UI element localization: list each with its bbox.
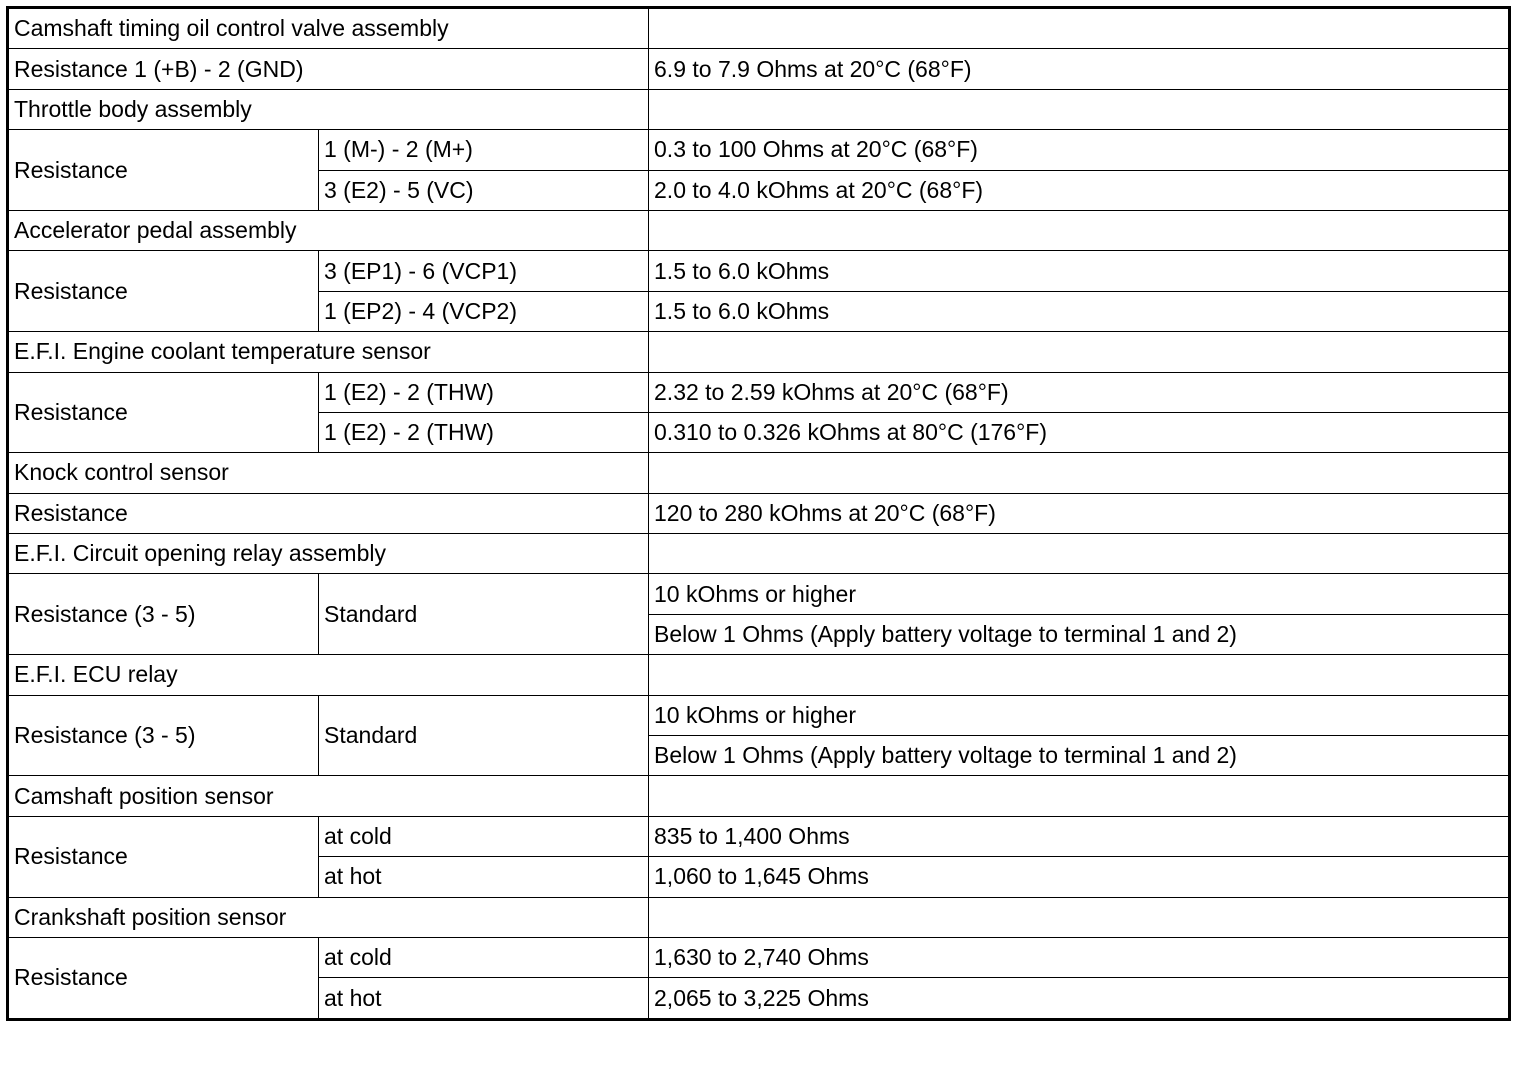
- parameter-label: Resistance 1 (+B) - 2 (GND): [8, 49, 649, 89]
- section-title: E.F.I. Circuit opening relay assembly: [8, 534, 649, 574]
- table-row: [8, 695, 1510, 735]
- section-row: [8, 534, 1510, 574]
- empty-cell: [649, 655, 1510, 695]
- empty-cell: [649, 8, 1510, 49]
- section-row: [8, 655, 1510, 695]
- empty-cell: [649, 534, 1510, 574]
- empty-cell: [649, 210, 1510, 250]
- terminal-cell: 1 (E2) - 2 (THW): [319, 372, 649, 412]
- section-row: [8, 210, 1510, 250]
- spec-value: 2,065 to 3,225 Ohms: [649, 978, 1510, 1019]
- table-row: [8, 493, 1510, 533]
- condition-cell: at hot: [319, 857, 649, 897]
- section-title: Camshaft timing oil control valve assembly: [8, 8, 649, 49]
- spec-value: Below 1 Ohms (Apply battery voltage to terminal 1 and 2): [649, 614, 1510, 654]
- table-row: [8, 574, 1510, 614]
- section-title: E.F.I. ECU relay: [8, 655, 649, 695]
- table-row: [8, 49, 1510, 89]
- spec-value: 0.3 to 100 Ohms at 20°C (68°F): [649, 130, 1510, 170]
- section-row: [8, 453, 1510, 493]
- parameter-label: Resistance (3 - 5): [8, 695, 319, 776]
- empty-cell: [649, 89, 1510, 129]
- spec-table: [6, 6, 1511, 1021]
- section-row: [8, 89, 1510, 129]
- parameter-label: Resistance: [8, 372, 319, 453]
- terminal-cell: 3 (E2) - 5 (VC): [319, 170, 649, 210]
- empty-cell: [649, 897, 1510, 937]
- condition-cell: Standard: [319, 574, 649, 655]
- spec-value: 1.5 to 6.0 kOhms: [649, 251, 1510, 291]
- section-row: [8, 776, 1510, 816]
- empty-cell: [649, 453, 1510, 493]
- parameter-label: Resistance: [8, 251, 319, 332]
- section-title: Crankshaft position sensor: [8, 897, 649, 937]
- parameter-label: Resistance: [8, 937, 319, 1019]
- spec-value: 835 to 1,400 Ohms: [649, 816, 1510, 856]
- empty-cell: [649, 332, 1510, 372]
- empty-cell: [649, 776, 1510, 816]
- section-row: [8, 8, 1510, 49]
- section-title: Accelerator pedal assembly: [8, 210, 649, 250]
- table-row: [8, 937, 1510, 977]
- terminal-cell: 3 (EP1) - 6 (VCP1): [319, 251, 649, 291]
- spec-value: 10 kOhms or higher: [649, 574, 1510, 614]
- condition-cell: Standard: [319, 695, 649, 776]
- section-row: [8, 332, 1510, 372]
- spec-value: 1.5 to 6.0 kOhms: [649, 291, 1510, 331]
- spec-value: 2.0 to 4.0 kOhms at 20°C (68°F): [649, 170, 1510, 210]
- spec-value: 10 kOhms or higher: [649, 695, 1510, 735]
- spec-value: 1,630 to 2,740 Ohms: [649, 937, 1510, 977]
- condition-cell: at hot: [319, 978, 649, 1019]
- condition-cell: at cold: [319, 816, 649, 856]
- section-title: Knock control sensor: [8, 453, 649, 493]
- parameter-label: Resistance (3 - 5): [8, 574, 319, 655]
- parameter-label: Resistance: [8, 816, 319, 897]
- parameter-label: Resistance: [8, 493, 649, 533]
- spec-value: 6.9 to 7.9 Ohms at 20°C (68°F): [649, 49, 1510, 89]
- terminal-cell: 1 (M-) - 2 (M+): [319, 130, 649, 170]
- parameter-label: Resistance: [8, 130, 319, 211]
- section-title: E.F.I. Engine coolant temperature sensor: [8, 332, 649, 372]
- spec-value: Below 1 Ohms (Apply battery voltage to terminal 1 and 2): [649, 736, 1510, 776]
- condition-cell: at cold: [319, 937, 649, 977]
- section-title: Throttle body assembly: [8, 89, 649, 129]
- spec-value: 120 to 280 kOhms at 20°C (68°F): [649, 493, 1510, 533]
- table-row: [8, 816, 1510, 856]
- table-row: [8, 372, 1510, 412]
- section-title: Camshaft position sensor: [8, 776, 649, 816]
- table-row: [8, 251, 1510, 291]
- spec-value: 1,060 to 1,645 Ohms: [649, 857, 1510, 897]
- spec-value: 0.310 to 0.326 kOhms at 80°C (176°F): [649, 412, 1510, 452]
- table-row: [8, 130, 1510, 170]
- terminal-cell: 1 (E2) - 2 (THW): [319, 412, 649, 452]
- spec-value: 2.32 to 2.59 kOhms at 20°C (68°F): [649, 372, 1510, 412]
- section-row: [8, 897, 1510, 937]
- terminal-cell: 1 (EP2) - 4 (VCP2): [319, 291, 649, 331]
